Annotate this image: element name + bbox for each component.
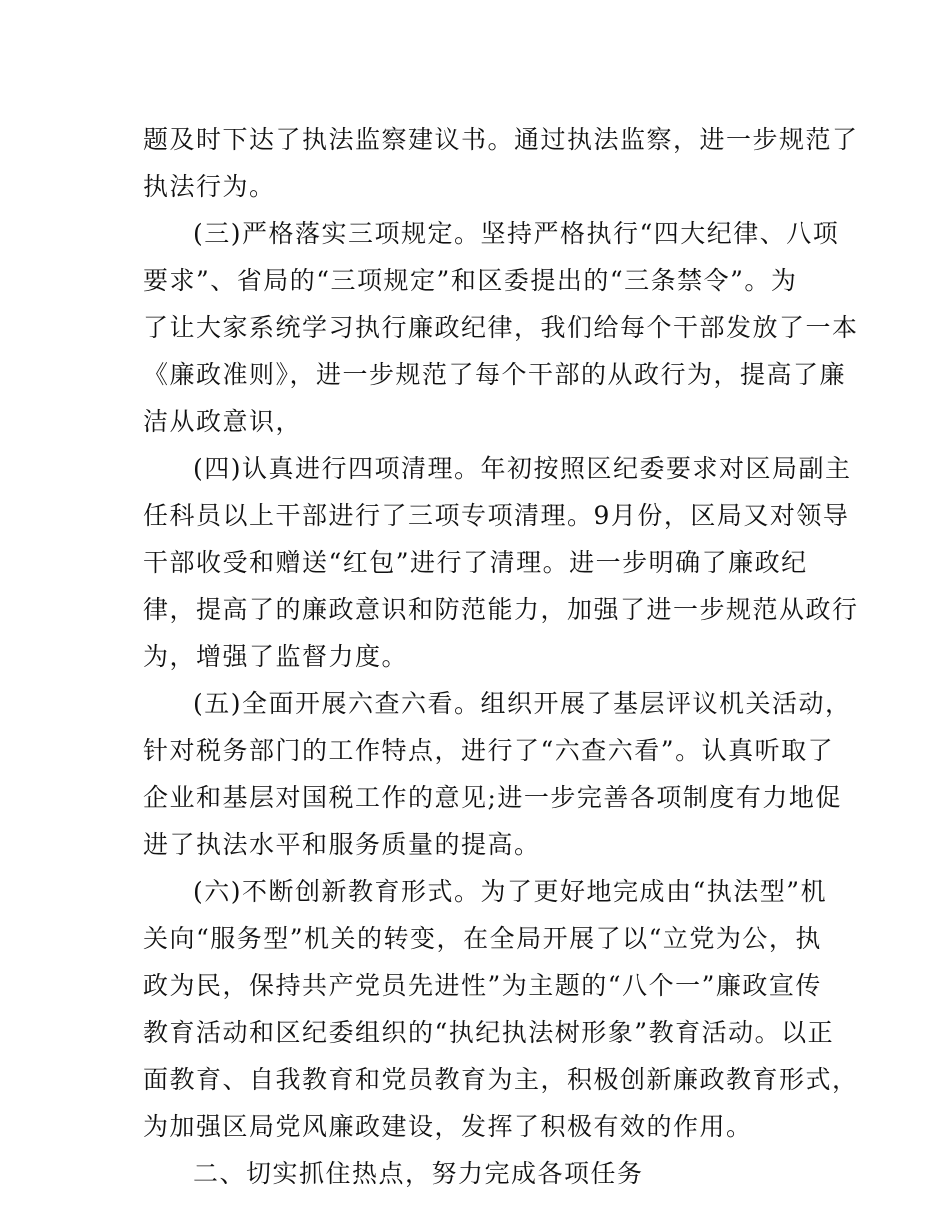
paragraph-line-20: 教育活动和区纪委组织的“执纪执法树形象”教育活动。以正 — [143, 1018, 835, 1047]
paragraph-line-10: 干部收受和赠送“红包”进行了清理。进一步明确了廉政纪 — [143, 548, 808, 577]
paragraph-3-start: (三)严格落实三项规定。坚持严格执行“四大纪律、八项 — [193, 219, 840, 248]
paragraph-5-start: (五)全面开展六查六看。组织开展了基层评议机关活动， — [193, 689, 852, 718]
paragraph-line-7: 洁从政意识， — [143, 407, 303, 436]
paragraph-line-4: 要求”、省局的“三项规定”和区委提出的“三条禁令”。为 — [143, 266, 798, 295]
paragraph-6-start: (六)不断创新教育形式。为了更好地完成由“执法型”机 — [193, 877, 828, 906]
paragraph-line-16: 进了执法水平和服务质量的提高。 — [143, 830, 541, 859]
paragraph-line-19: 政为民，保持共产党员先进性”为主题的“八个一”廉政宣传 — [143, 971, 822, 1000]
paragraph-line-5: 了让大家系统学习执行廉政纪律，我们给每个干部发放了一本 — [143, 313, 859, 342]
document-body — [143, 116, 859, 1197]
section-heading: 二、切实抓住热点，努力完成各项任务 — [193, 1159, 644, 1188]
paragraph-line-9: 任科员以上干部进行了三项专项清理。9月份，区局又对领导 — [143, 501, 850, 530]
paragraph-line-12: 为，增强了监督力度。 — [143, 642, 409, 671]
paragraph-line-22: 为加强区局党风廉政建设，发挥了积极有效的作用。 — [143, 1112, 753, 1141]
paragraph-line-11: 律，提高了的廉政意识和防范能力，加强了进一步规范从政行 — [143, 595, 859, 624]
paragraph-4-start: (四)认真进行四项清理。年初按照区纪委要求对区局副主 — [193, 454, 852, 483]
paragraph-line-14: 针对税务部门的工作特点，进行了“六查六看”。认真听取了 — [143, 736, 835, 765]
paragraph-line-21: 面教育、自我教育和党员教育为主，积极创新廉政教育形式， — [143, 1065, 859, 1094]
paragraph-line-6: 《廉政准则》，进一步规范了每个干部的从政行为，提高了廉 — [143, 360, 847, 389]
paragraph-line-15: 企业和基层对国税工作的意见;进一步完善各项制度有力地促 — [143, 783, 842, 812]
paragraph-line-1: 题及时下达了执法监察建议书。通过执法监察，进一步规范了 — [143, 125, 859, 154]
paragraph-line-18: 关向“服务型”机关的转变，在全局开展了以“立党为公，执 — [143, 924, 822, 953]
paragraph-line-2: 执法行为。 — [143, 172, 276, 201]
